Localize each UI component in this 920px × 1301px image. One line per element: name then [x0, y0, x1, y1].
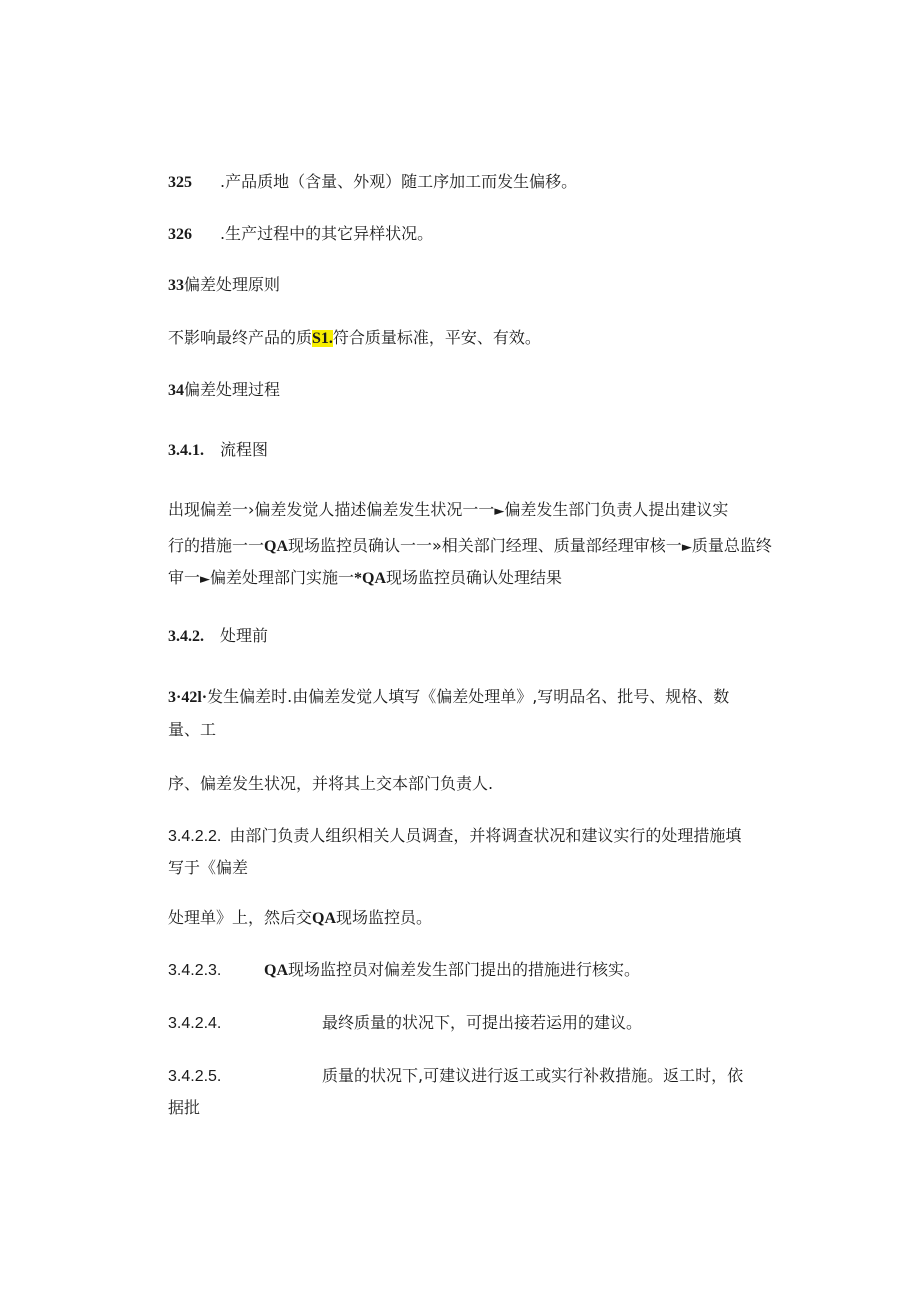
section-number: 33 [168, 277, 184, 294]
item-text: 由部门负责人组织相关人员调查，并将调查状况和建议实行的处理措施填 [229, 826, 742, 845]
flow-text: QA [264, 538, 289, 555]
item-3425-line-2 [168, 1098, 200, 1118]
section-number: 34 [168, 382, 184, 399]
item-3421-line-3 [168, 774, 493, 794]
item-text: 质量的状况下,可建议进行返工或实行补救措施。返工时，依 [322, 1066, 744, 1085]
flow-line-2 [168, 536, 772, 558]
flow-line-3 [168, 568, 562, 590]
subsection-number: 3.4.1. [168, 442, 204, 459]
highlighted-text: S1. [312, 330, 333, 347]
subsection-title: 流程图 [220, 440, 269, 459]
item-number: 3.4.2.5. [168, 1068, 222, 1085]
item-3422-line-2 [168, 858, 248, 878]
item-number: 3.4.2.3. [168, 962, 222, 979]
item-text: QA [312, 910, 337, 927]
item-number: 326 [168, 226, 192, 243]
item-text: 发生偏差时.由偏差发觉人填写《偏差处理单》,写明品名、批号、规格、数 [207, 687, 730, 706]
flow-text: 审一 [168, 568, 201, 587]
flow-text: *QA [354, 570, 387, 587]
item-3425-line-1 [322, 1066, 743, 1086]
flow-text: 质量总监终 [691, 536, 772, 555]
flow-text: 现场监控员确认处理结果 [386, 568, 563, 587]
paragraph-text: 不影响最终产品的质 [168, 328, 313, 347]
item-3425 [168, 1066, 221, 1087]
subsection-heading-342 [168, 626, 268, 647]
principle-paragraph [168, 328, 541, 349]
paragraph-text: 符合质量标准，平安、有效。 [332, 328, 541, 347]
item-3423-text [264, 960, 640, 981]
item-number: 3·42l· [168, 689, 208, 706]
section-heading-34 [168, 380, 280, 401]
item-text: 写于《偏差 [168, 858, 249, 877]
subsection-number: 3.4.2. [168, 628, 204, 645]
subsection-title: 处理前 [220, 626, 269, 645]
item-3424-text [322, 1013, 642, 1033]
item-3422-line-1 [168, 826, 741, 847]
item-3422-line-3 [168, 908, 432, 929]
arrow-right-icon: ► [681, 540, 692, 555]
item-text: 量、工 [168, 720, 217, 739]
section-title: 偏差处理过程 [184, 380, 281, 399]
section-heading-33 [168, 275, 280, 296]
item-text: 序、偏差发生状况，并将其上交本部门负责人. [168, 774, 494, 793]
flow-text: 偏差发生部门负责人提出建议实 [504, 500, 729, 519]
section-title: 偏差处理原则 [184, 275, 281, 294]
item-326 [168, 224, 433, 245]
arrow-right-icon: ► [494, 504, 505, 519]
item-text: .产品质地（含量、外观）随工序加工而发生偏移。 [220, 172, 578, 191]
item-3421-line-1 [168, 687, 729, 708]
item-3423 [168, 960, 221, 981]
arrow-right-icon: ► [200, 572, 211, 587]
item-text: 处理单》上，然后交 [168, 908, 313, 927]
item-text: 现场监控员对偏差发生部门提出的措施进行核实。 [288, 960, 641, 979]
item-text: 现场监控员。 [336, 908, 433, 927]
item-text: 最终质量的状况下，可提出接若运用的建议。 [322, 1013, 643, 1032]
flow-text: 偏差处理部门实施一 [210, 568, 355, 587]
item-number: 3.4.2.2. [168, 828, 222, 845]
flow-line-1 [168, 500, 728, 522]
flow-text: 行的措施一一 [168, 536, 265, 555]
item-325 [168, 172, 577, 193]
item-text: 据批 [168, 1098, 201, 1117]
item-3424 [168, 1013, 221, 1034]
flow-text: 出现偏差一›偏差发觉人描述偏差发生状况一一 [168, 500, 495, 519]
flow-text: 现场监控员确认一一»相关部门经理、质量部经理审核一 [288, 536, 682, 555]
item-text: .生产过程中的其它异样状况。 [220, 224, 434, 243]
item-3421-line-2 [168, 720, 216, 740]
item-number: 325 [168, 174, 192, 191]
subsection-heading-341 [168, 440, 268, 461]
item-text: QA [264, 962, 288, 979]
item-number: 3.4.2.4. [168, 1015, 222, 1032]
